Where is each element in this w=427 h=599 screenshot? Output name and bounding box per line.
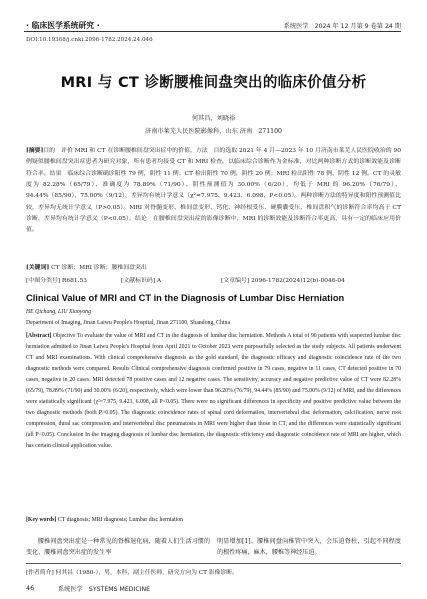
english-keywords-label: [Key words] <box>26 517 57 523</box>
page-number: 46 <box>26 584 35 592</box>
chinese-abstract <box>26 145 401 237</box>
abstract-text: 目的 评价 MRI 和 CT 在诊断腰椎间盘突出症中的价值。方法 目的选取 2021 年 4 月—2023 年 10 月济南市莱芜人民医院收治的 90 例疑似腰椎间盘突出症患者为研究对象，所有患者均接受 CT 和 MRI 检查。以临床综合诊断作为金标准，对比两种诊断方式的诊断效能及诊断符合率。结果 临床综合诊断确诊阳性 79 例，阴性 11 例；CT 检出阳性 70 例，阴性 20 例；MRI 检出阳性 78 例，阴性 12 例。CT 的灵敏度为 82.28%（65/79）、准确度为 78.89%（71/90）、阴性预测值为 30.00%（6/20），均低于 MRI 的 96.20%（76/79）、94.44%（85/90）、75.00%（9/12），差异均有统计学意义（χ²=7.975、9.423、6.098，P<0.05）。两种诊断方法的特异度和阳性预测值比较，差异均无统计学意义（P>0.05）。MRI 对脊髓变形、椎间盘变形、钙化、神经根受压、硬膜囊受压、椎间盘积气的诊断符合率均高于 CT 诊断，差异均有统计学意义（P<0.05）。结论 在腰椎间盘突出症的影像诊断中，MRI 的诊断效能及诊断符合率更高，具有一定的临床应用价值。 <box>26 148 402 234</box>
english-title: Clinical Value of MRI and CT in the Diagnosis of Lumbar Disc Herniation <box>26 293 345 303</box>
abstract-label: [摘要] <box>26 147 44 154</box>
running-header-right: 系统医学 2024 年 12 月第 9 卷第 24 期 <box>283 23 401 30</box>
author-footnote: [作者简介] 何其昌（1980-），男，本科，副主任医师，研究方向为 CT 影像诊断。 <box>26 570 238 576</box>
english-affiliation: Department of Imaging, Jinan Laiwu People's Hospital, Jinan 271100, Shandong, China <box>26 320 231 326</box>
english-keywords <box>26 517 183 523</box>
document-code: [文献标识码] A <box>121 278 162 284</box>
journal-footer: 系统医学 SYSTEMS MEDICINE <box>58 586 151 593</box>
body-column-right: 明显增加[1]。腰椎间盘向椎管中突入，会压迫脊柱，引起不同程度的根性疼痛，麻木，腰椎等神经压迫。 <box>217 538 401 556</box>
english-authors: HE Qichang, LIU Xiaoyong <box>26 309 92 315</box>
classification-row <box>26 275 345 284</box>
english-abstract-label: [Abstract] <box>26 333 52 339</box>
keywords-text: CT 诊断；MRI 诊断；腰椎间盘突出 <box>51 265 147 271</box>
keywords <box>26 262 147 271</box>
english-abstract-text: Objective To evaluate the value of MRI and CT in the diagnosis of lumbar disc herniation. Methods A total of 90 patients with suspected lumbar disc herniation admitted to Jinan Laiwu People's Hospital from April 2021 to October 2023 were purposefully selected as the study subjects. All patients underwent CT and MRI examinations. With clinical comprehensive diagnosis as the gold standard, the diagnostic efficacy and diagnostic coincidence rate of the two diagnostic methods were compared. Results Clinical comprehensive diagnosis confirmed positive in 79 cases, negative in 11 cases, CT detected positive in 70 cases, negative in 20 cases. MRI detected 78 positive cases and 12 negative cases. The sensitivity, accuracy and negative predictive value of CT were 82.28% (65/79), 78.89% (71/90) and 30.00% (6/20), respectively, which were lower than 96.20% (76/79), 94.44% (85/90) and 75.00% (9/12) of MRI, and the differences were statistically significant (χ²=7.975, 9.423, 6.098, all P<0.05). There were no significant differences in specificity and positive predictive value between the two diagnostic methods (both P>0.05). The diagnostic coincidence rates of spinal cord deformation, intervertebral disc deformation, calcification, nerve root compression, dural sac compression and intervertebral disc pneumatosis in MRI were higher than those in CT, and the differences were statistically significant (all P<0.05). Conclusion In the imaging diagnosis of lumbar disc herniation, the diagnostic efficiency and diagnostic coincidence rate of MRI are higher, which has certain clinical application value. <box>26 333 402 449</box>
english-keywords-text: CT diagnosis; MRI diagnosis; Lumbar disc herniation <box>57 517 184 523</box>
keywords-label: [关键词] <box>26 264 50 271</box>
english-abstract <box>26 331 401 452</box>
article-title: MRI 与 CT 诊断腰椎间盘突出的临床价值分析 <box>60 75 367 91</box>
authors: 何其昌，刘晓裕 <box>191 115 236 122</box>
article-id: [文章编号] 2096-1782(2024)12(b)-0046-04 <box>221 278 345 284</box>
clc-number: [中图分类号] R681.53 <box>26 278 87 284</box>
header-rule <box>24 31 401 32</box>
footnote-rule <box>26 563 401 564</box>
running-header-left: · 临床医学系统研究 · <box>26 21 100 30</box>
affiliation: 济南市莱芜人民医院影像科，山东 济南 271100 <box>145 128 282 135</box>
doi: DOI:10.19368/j.cnki.2096-1782.2024.24.046 <box>26 37 153 43</box>
body-column-left: 腰椎间盘突出症是一种常见的脊椎退化病，随着人们生活习惯的变化，腰椎间盘突出症的发生率 <box>26 538 210 556</box>
